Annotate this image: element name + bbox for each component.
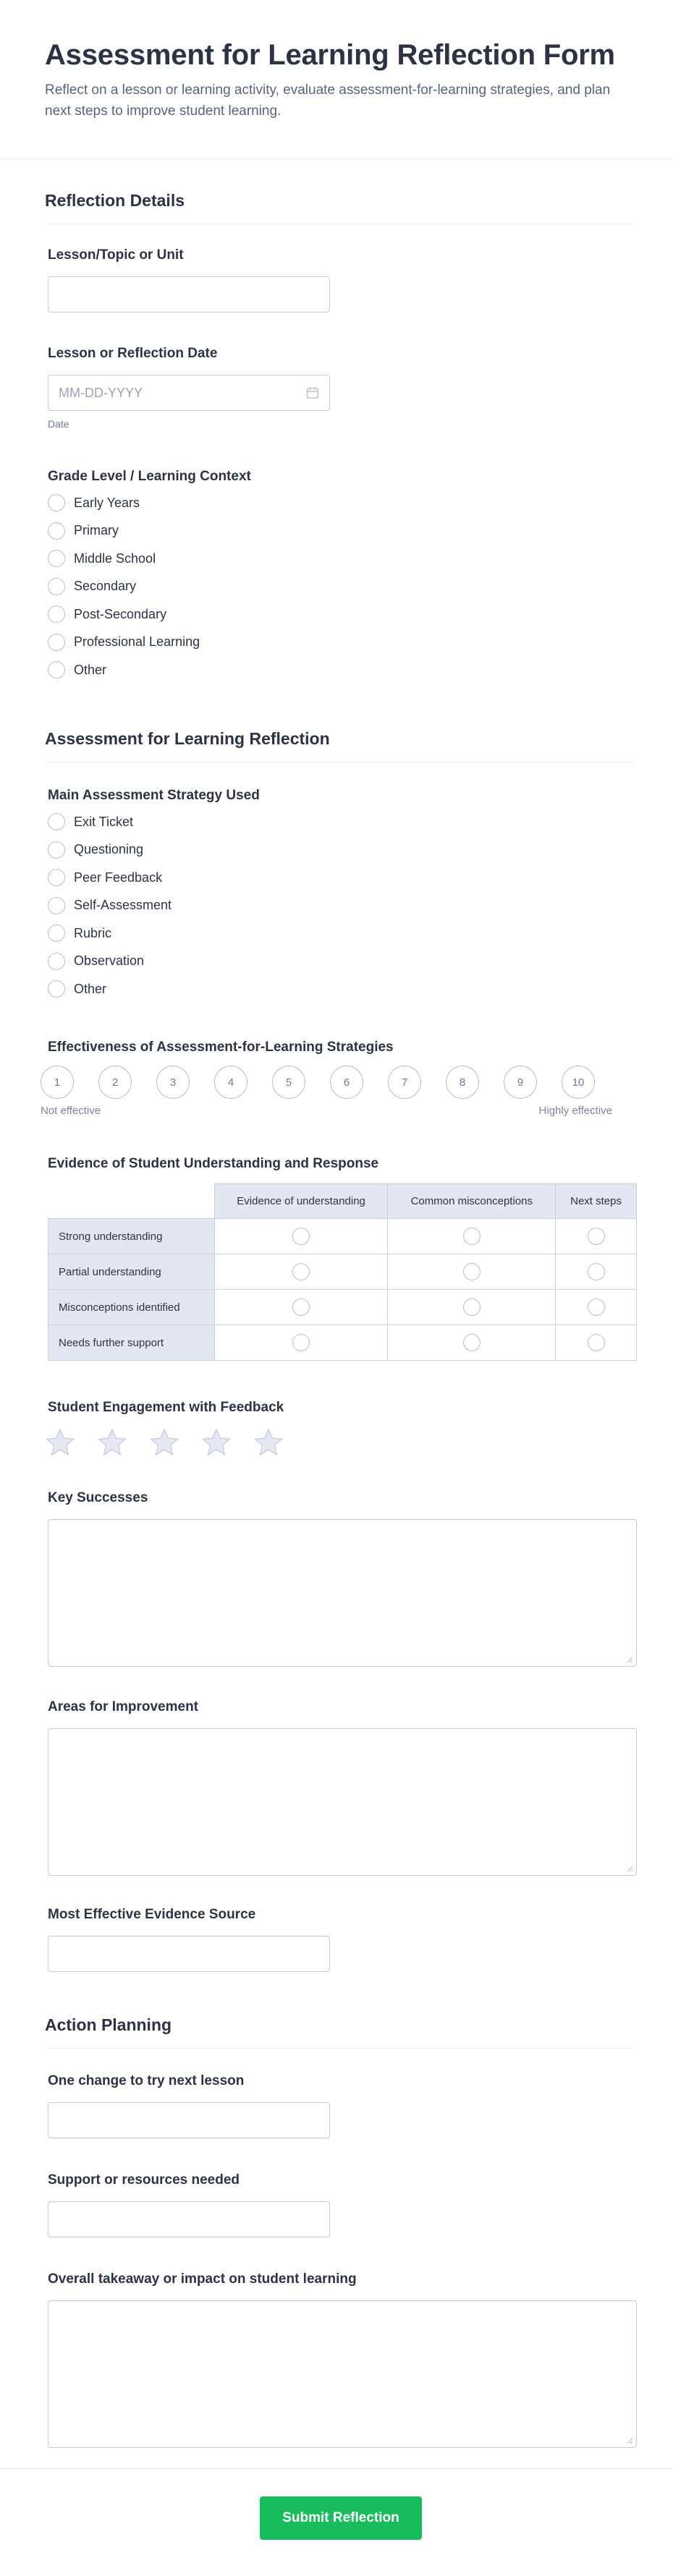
takeaway-label: Overall takeaway or impact on student learning: [48, 2271, 357, 2287]
matrix-column-header: Common misconceptions: [388, 1184, 556, 1219]
matrix-radio-button[interactable]: [292, 1298, 310, 1316]
star-icon[interactable]: [201, 1427, 232, 1458]
radio-button[interactable]: [48, 897, 65, 914]
section-action-planning: [0, 1986, 673, 2049]
radio-button[interactable]: [48, 813, 65, 830]
radio-button[interactable]: [48, 578, 65, 595]
radio-button[interactable]: [48, 953, 65, 970]
form-header: [0, 0, 673, 159]
question-improvement: [46, 1699, 638, 1876]
change-label: One change to try next lesson: [48, 2073, 245, 2088]
matrix-header-row: [48, 1184, 637, 1219]
scale-option[interactable]: 8: [446, 1066, 479, 1099]
radio-label: Primary: [74, 523, 119, 538]
radio-button[interactable]: [48, 841, 65, 859]
improvement-textarea[interactable]: [48, 1728, 637, 1876]
matrix-radio-button[interactable]: [588, 1228, 605, 1245]
question-takeaway: [46, 2271, 638, 2448]
radio-button[interactable]: [48, 634, 65, 651]
grade-option[interactable]: [48, 545, 251, 573]
question-successes: [46, 1490, 638, 1667]
radio-label: Peer Feedback: [74, 870, 163, 885]
star-icon[interactable]: [97, 1427, 127, 1458]
strategy-options: [48, 808, 260, 1003]
grade-option[interactable]: [48, 656, 251, 684]
grade-option[interactable]: [48, 629, 251, 657]
strategy-option[interactable]: [48, 864, 260, 892]
takeaway-textarea[interactable]: [48, 2300, 637, 2448]
submit-button[interactable]: Submit Reflection: [260, 2496, 422, 2540]
resize-handle-icon[interactable]: [626, 1656, 633, 1663]
successes-label: Key Successes: [48, 1490, 148, 1505]
matrix-cell: [214, 1254, 388, 1290]
section-afl: [0, 700, 673, 762]
matrix-radio-button[interactable]: [463, 1334, 481, 1351]
matrix-cell: [556, 1219, 637, 1254]
radio-button[interactable]: [48, 605, 65, 623]
radio-button[interactable]: [48, 980, 65, 998]
radio-button[interactable]: [48, 550, 65, 567]
radio-label: Other: [74, 662, 107, 677]
matrix-row: [48, 1290, 637, 1325]
radio-button[interactable]: [48, 869, 65, 886]
radio-label: Professional Learning: [74, 634, 200, 650]
scale-option[interactable]: 10: [562, 1066, 595, 1099]
radio-label: Secondary: [74, 579, 137, 594]
radio-label: Observation: [74, 953, 145, 969]
matrix-cell: [214, 1325, 388, 1361]
matrix-cell: [388, 1219, 556, 1254]
strategy-option[interactable]: [48, 975, 260, 1003]
matrix-cell: [388, 1254, 556, 1290]
strategy-option[interactable]: [48, 919, 260, 948]
question-evidence-source: [46, 1907, 331, 1972]
successes-textarea[interactable]: [48, 1519, 637, 1667]
radio-label: Early Years: [74, 495, 140, 510]
change-input[interactable]: [48, 2102, 330, 2138]
matrix-row-label: Misconceptions identified: [48, 1290, 215, 1325]
matrix-cell: [388, 1325, 556, 1361]
calendar-icon[interactable]: [306, 386, 319, 399]
scale-option[interactable]: 7: [388, 1066, 421, 1099]
section-heading-afl: Assessment for Learning Reflection: [45, 700, 634, 762]
date-placeholder: MM-DD-YYYY: [59, 386, 143, 400]
grade-label: Grade Level / Learning Context: [48, 469, 251, 484]
scale-option[interactable]: 5: [272, 1066, 305, 1099]
improvement-label: Areas for Improvement: [48, 1699, 199, 1714]
matrix-cell: [556, 1290, 637, 1325]
resize-handle-icon[interactable]: [626, 2437, 633, 2444]
date-sublabel: Date: [48, 418, 69, 430]
section-reflection-details: [0, 161, 673, 224]
matrix-row-label: Needs further support: [48, 1325, 215, 1361]
matrix-body: [48, 1219, 637, 1361]
question-support: [46, 2172, 331, 2237]
scale-option[interactable]: 6: [330, 1066, 363, 1099]
matrix-row: [48, 1219, 637, 1254]
radio-label: Other: [74, 981, 107, 996]
matrix-row-label: Partial understanding: [48, 1254, 215, 1290]
matrix-radio-button[interactable]: [588, 1334, 605, 1351]
grade-option[interactable]: [48, 489, 251, 517]
question-evidence: [46, 1156, 638, 1361]
matrix-cell: [388, 1290, 556, 1325]
scale-option[interactable]: 1: [41, 1066, 74, 1099]
question-strategy: [46, 788, 261, 1003]
scale-option[interactable]: 2: [98, 1066, 132, 1099]
matrix-row: [48, 1254, 637, 1290]
scale-low-label: Not effective: [41, 1105, 101, 1117]
radio-label: Rubric: [74, 925, 112, 940]
matrix-cell: [214, 1219, 388, 1254]
grade-option[interactable]: [48, 517, 251, 545]
radio-button[interactable]: [48, 494, 65, 511]
form-footer: [0, 2468, 673, 2576]
scale-option[interactable]: 9: [504, 1066, 537, 1099]
question-engagement: [46, 1400, 285, 1458]
matrix-radio-button[interactable]: [292, 1263, 310, 1280]
support-label: Support or resources needed: [48, 2172, 240, 2188]
matrix-radio-button[interactable]: [463, 1263, 481, 1280]
radio-button[interactable]: [48, 522, 65, 540]
resize-handle-icon[interactable]: [626, 1865, 633, 1872]
star-icon[interactable]: [45, 1427, 75, 1458]
question-grade: [46, 469, 253, 684]
question-effectiveness: [41, 1040, 614, 1117]
matrix-radio-button[interactable]: [292, 1334, 310, 1351]
form-title: Assessment for Learning Reflection Form: [45, 39, 615, 71]
matrix-radio-button[interactable]: [463, 1298, 481, 1316]
evidence-matrix: [48, 1183, 637, 1361]
matrix-radio-button[interactable]: [292, 1228, 310, 1245]
radio-button[interactable]: [48, 924, 65, 942]
strategy-option[interactable]: [48, 836, 260, 864]
matrix-cell: [556, 1254, 637, 1290]
question-lesson: [46, 247, 331, 313]
radio-label: Self-Assessment: [74, 898, 172, 913]
scale-option[interactable]: 4: [214, 1066, 247, 1099]
evidence-source-input[interactable]: [48, 1936, 330, 1972]
radio-button[interactable]: [48, 661, 65, 679]
scale-labels: [41, 1105, 612, 1117]
matrix-column-header: Next steps: [556, 1184, 637, 1219]
scale-high-label: Highly effective: [538, 1105, 612, 1117]
matrix-cell: [556, 1325, 637, 1361]
support-input[interactable]: [48, 2201, 330, 2237]
radio-label: Post-Secondary: [74, 606, 167, 621]
matrix-radio-button[interactable]: [463, 1228, 481, 1245]
strategy-option[interactable]: [48, 948, 260, 976]
effectiveness-label: Effectiveness of Assessment-for-Learning Strategies: [48, 1040, 394, 1055]
strategy-label: Main Assessment Strategy Used: [48, 788, 260, 803]
strategy-option[interactable]: [48, 892, 260, 920]
strategy-option[interactable]: [48, 808, 260, 836]
matrix-radio-button[interactable]: [588, 1263, 605, 1280]
effectiveness-scale: [41, 1066, 612, 1099]
lesson-label: Lesson/Topic or Unit: [48, 247, 184, 263]
section-heading-action: Action Planning: [45, 1986, 634, 2049]
matrix-radio-button[interactable]: [588, 1298, 605, 1316]
star-icon[interactable]: [253, 1427, 284, 1458]
grade-option[interactable]: [48, 573, 251, 601]
radio-label: Middle School: [74, 551, 156, 566]
evidence-label: Evidence of Student Understanding and Response: [48, 1156, 379, 1171]
date-label: Lesson or Reflection Date: [48, 346, 218, 361]
matrix-row-label: Strong understanding: [48, 1219, 215, 1254]
date-input[interactable]: [48, 375, 330, 411]
lesson-input[interactable]: [48, 276, 330, 313]
question-change: [46, 2073, 331, 2138]
evidence-source-label: Most Effective Evidence Source: [48, 1907, 256, 1922]
grade-options: [48, 489, 251, 684]
radio-label: Questioning: [74, 842, 144, 857]
form-subtitle: Reflect on a lesson or learning activity, evaluate assessment-for-learning strategies, and plan next steps to improve student learning.: [45, 82, 611, 119]
matrix-cell: [214, 1290, 388, 1325]
radio-label: Exit Ticket: [74, 814, 134, 829]
matrix-row: [48, 1325, 637, 1361]
matrix-column-header: Evidence of understanding: [214, 1184, 388, 1219]
scale-option[interactable]: 3: [156, 1066, 190, 1099]
section-heading-details: Reflection Details: [45, 161, 634, 224]
matrix-corner: [48, 1184, 215, 1219]
engagement-stars: [45, 1427, 284, 1458]
question-date: [46, 346, 331, 430]
engagement-label: Student Engagement with Feedback: [48, 1400, 284, 1415]
grade-option[interactable]: [48, 600, 251, 629]
star-icon[interactable]: [149, 1427, 179, 1458]
